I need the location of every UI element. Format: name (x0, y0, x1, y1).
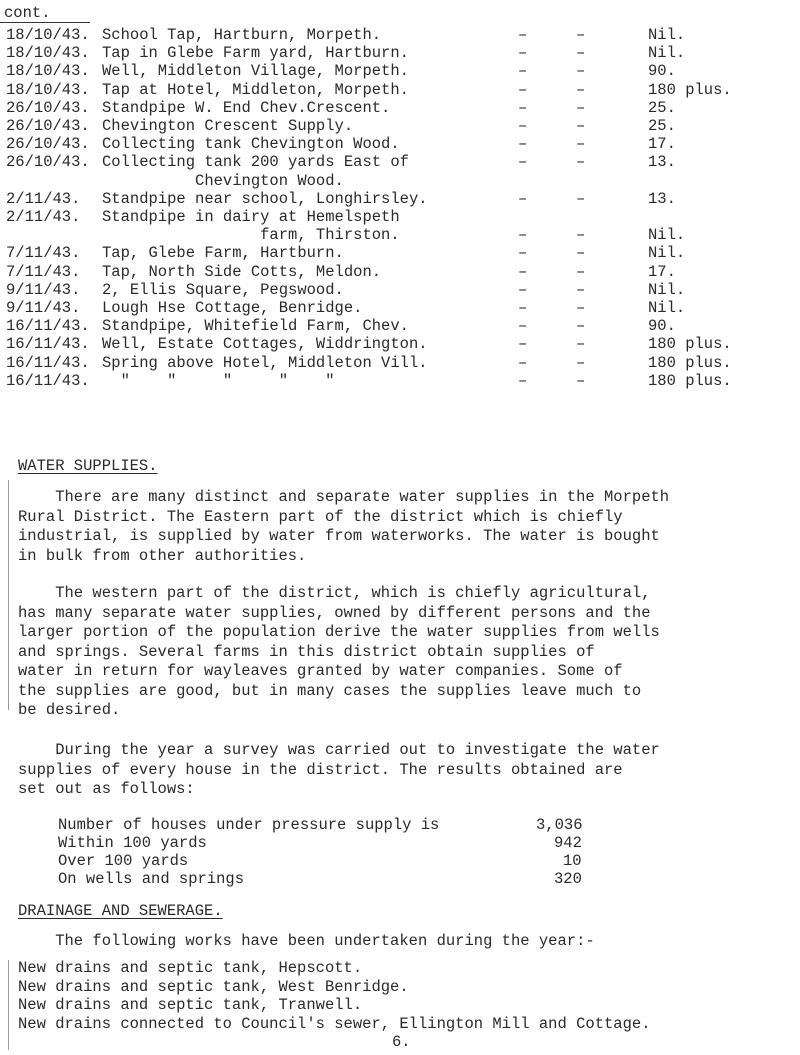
record-dash: – (576, 117, 586, 135)
record-dash: – (576, 371, 586, 390)
record-location: Tap, Glebe Farm, Hartburn. (102, 244, 344, 263)
paragraph-line: During the year a survey was carried out to investigate the water (18, 741, 660, 759)
records-table (0, 26, 800, 426)
record-result: 180 plus. (648, 335, 732, 354)
record-dash: – (518, 98, 528, 117)
stat-label: Within 100 yards (58, 834, 207, 852)
table-row (0, 99, 800, 117)
record-dash: – (518, 353, 528, 372)
record-result: Nil. (648, 226, 686, 245)
record-dash: – (576, 244, 586, 263)
stat-row (0, 852, 800, 870)
stat-label: On wells and springs (58, 870, 245, 888)
record-dash: – (576, 80, 586, 99)
record-location: Chevington Wood. (102, 171, 344, 190)
record-dash: – (576, 226, 586, 245)
table-row (0, 62, 800, 80)
record-location: Standpipe in dairy at Hemelspeth (102, 208, 400, 226)
continuation-label: cont. (4, 4, 51, 22)
record-location: Collecting tank Chevington Wood. (102, 135, 400, 154)
record-result: 90. (648, 317, 676, 336)
record-result: 17. (648, 262, 676, 281)
paragraph-line: water in return for wayleaves granted by water companies. Some of (18, 662, 623, 680)
record-result: 25. (648, 98, 676, 117)
record-dash: – (576, 153, 586, 172)
record-dash: – (518, 226, 528, 245)
record-result: Nil. (648, 26, 686, 44)
stat-label: Over 100 yards (58, 852, 189, 870)
record-location: Tap, North Side Cotts, Meldon. (102, 262, 382, 281)
record-dash: – (518, 262, 528, 281)
stat-value: 10 (563, 852, 582, 870)
record-dash: – (518, 371, 528, 390)
table-row (0, 44, 800, 62)
table-row (0, 354, 800, 372)
record-location: Standpipe, Whitefield Farm, Chev. (102, 317, 409, 336)
record-date: 16/11/43. (6, 317, 90, 336)
record-dash: – (576, 280, 586, 299)
drainage-heading: DRAINAGE AND SEWERAGE. (18, 902, 223, 920)
table-row (0, 81, 800, 99)
record-result: Nil. (648, 44, 686, 63)
table-row (0, 226, 800, 244)
record-location: Well, Middleton Village, Morpeth. (102, 62, 409, 81)
table-row (0, 190, 800, 208)
record-location: Chevington Crescent Supply. (102, 117, 354, 135)
table-row (0, 172, 800, 190)
water-supplies-heading: WATER SUPPLIES. (18, 457, 158, 475)
record-dash: – (576, 98, 586, 117)
page-number: 6. (392, 1033, 411, 1051)
record-result: Nil. (648, 244, 686, 263)
paragraph-line: Rural District. The Eastern part of the district which is chiefly (18, 507, 623, 526)
record-dash: – (518, 135, 528, 154)
list-item: New drains and septic tank, West Benridge. (18, 977, 409, 996)
record-dash: – (518, 244, 528, 263)
record-location: 2, Ellis Square, Pegswood. (102, 280, 344, 299)
list-item: New drains and septic tank, Hepscott. (18, 959, 363, 977)
table-row (0, 117, 800, 135)
record-result: 180 plus. (648, 353, 732, 372)
record-result: 17. (648, 135, 676, 154)
record-result: 13. (648, 189, 676, 208)
table-row (0, 317, 800, 335)
list-item: New drains and septic tank, Tranwell. (18, 996, 363, 1014)
record-date: 7/11/43. (6, 244, 81, 263)
record-dash: – (518, 299, 528, 317)
drainage-intro: The following works have been undertaken during the year:- (18, 932, 595, 950)
stat-row (0, 816, 800, 834)
record-result: 90. (648, 62, 676, 81)
record-result: 180 plus. (648, 371, 732, 390)
paragraph-line: larger portion of the population derive the water supplies from wells (18, 623, 660, 641)
table-row (0, 372, 800, 390)
stat-value: 942 (554, 834, 582, 852)
record-location: Lough Hse Cottage, Benridge. (102, 299, 363, 317)
stat-value: 320 (554, 870, 582, 888)
paragraph-line: be desired. (18, 701, 121, 719)
table-row (0, 335, 800, 353)
paragraph-line: supplies of every house in the district. The results obtained are (18, 760, 623, 779)
record-dash: – (576, 62, 586, 81)
stat-row (0, 870, 800, 888)
record-dash: – (518, 335, 528, 354)
record-date: 26/10/43. (6, 98, 90, 117)
margin-line (8, 960, 9, 1050)
record-dash: – (576, 44, 586, 63)
record-date: 7/11/43. (6, 262, 81, 281)
record-dash: – (518, 62, 528, 81)
record-dash: – (576, 353, 586, 372)
record-date: 18/10/43. (6, 80, 90, 99)
record-location: farm, Thirston. (102, 226, 400, 245)
table-row (0, 153, 800, 171)
stat-value: 3,036 (536, 816, 583, 834)
record-dash: – (518, 80, 528, 99)
record-result: Nil. (648, 299, 686, 317)
record-date: 16/11/43. (6, 335, 90, 354)
stat-label: Number of houses under pressure supply is (58, 816, 440, 834)
record-date: 2/11/43. (6, 208, 81, 226)
table-row (0, 135, 800, 153)
paragraph-line: The western part of the district, which is chiefly agricultural, (18, 584, 651, 602)
record-result: Nil. (648, 280, 686, 299)
record-dash: – (576, 299, 586, 317)
record-date: 18/10/43. (6, 26, 90, 44)
record-result: 13. (648, 153, 676, 172)
table-row (0, 208, 800, 226)
record-dash: – (576, 189, 586, 208)
record-date: 2/11/43. (6, 189, 81, 208)
paragraph-line: the supplies are good, but in many cases the supplies leave much to (18, 681, 642, 700)
record-location: Well, Estate Cottages, Widdrington. (102, 335, 428, 354)
record-location: Collecting tank 200 yards East of (102, 153, 409, 172)
record-dash: – (518, 280, 528, 299)
list-item: New drains connected to Council's sewer, Ellington Mill and Cottage. (18, 1014, 651, 1033)
paragraph-line: has many separate water supplies, owned by different persons and the (18, 603, 651, 622)
record-date: 26/10/43. (6, 135, 90, 154)
table-row (0, 281, 800, 299)
record-dash: – (576, 26, 586, 44)
record-location: Tap at Hotel, Middleton, Morpeth. (102, 80, 409, 99)
record-location: " " " " " (102, 371, 335, 390)
record-date: 18/10/43. (6, 44, 90, 63)
table-row (0, 263, 800, 281)
record-dash: – (576, 317, 586, 336)
record-dash: – (518, 189, 528, 208)
stat-row (0, 834, 800, 852)
record-date: 16/11/43. (6, 371, 90, 390)
record-location: Spring above Hotel, Middleton Vill. (102, 353, 428, 372)
record-dash: – (518, 44, 528, 63)
rule (0, 22, 90, 23)
record-location: Tap in Glebe Farm yard, Hartburn. (102, 44, 409, 63)
record-dash: – (576, 335, 586, 354)
paragraph-line: and springs. Several farms in this district obtain supplies of (18, 642, 595, 661)
record-location: Standpipe W. End Chev.Crescent. (102, 98, 391, 117)
record-date: 18/10/43. (6, 62, 90, 81)
record-date: 9/11/43. (6, 299, 81, 317)
record-dash: – (518, 26, 528, 44)
paragraph-line: industrial, is supplied by water from waterworks. The water is bought (18, 527, 660, 545)
paragraph-line: in bulk from other authorities. (18, 546, 307, 565)
record-date: 26/10/43. (6, 117, 90, 135)
record-result: 25. (648, 117, 676, 135)
record-dash: – (576, 135, 586, 154)
record-dash: – (518, 317, 528, 336)
paragraph-line: There are many distinct and separate water supplies in the Morpeth (18, 488, 670, 506)
record-dash: – (576, 262, 586, 281)
record-date: 16/11/43. (6, 353, 90, 372)
record-date: 9/11/43. (6, 280, 81, 299)
record-location: Standpipe near school, Longhirsley. (102, 189, 428, 208)
record-dash: – (518, 117, 528, 135)
margin-line (8, 480, 9, 710)
record-dash: – (518, 153, 528, 172)
table-row (0, 26, 800, 44)
table-row (0, 299, 800, 317)
record-result: 180 plus. (648, 80, 732, 99)
table-row (0, 244, 800, 262)
paragraph-line: set out as follows: (18, 780, 195, 798)
record-location: School Tap, Hartburn, Morpeth. (102, 26, 382, 44)
record-date: 26/10/43. (6, 153, 90, 172)
